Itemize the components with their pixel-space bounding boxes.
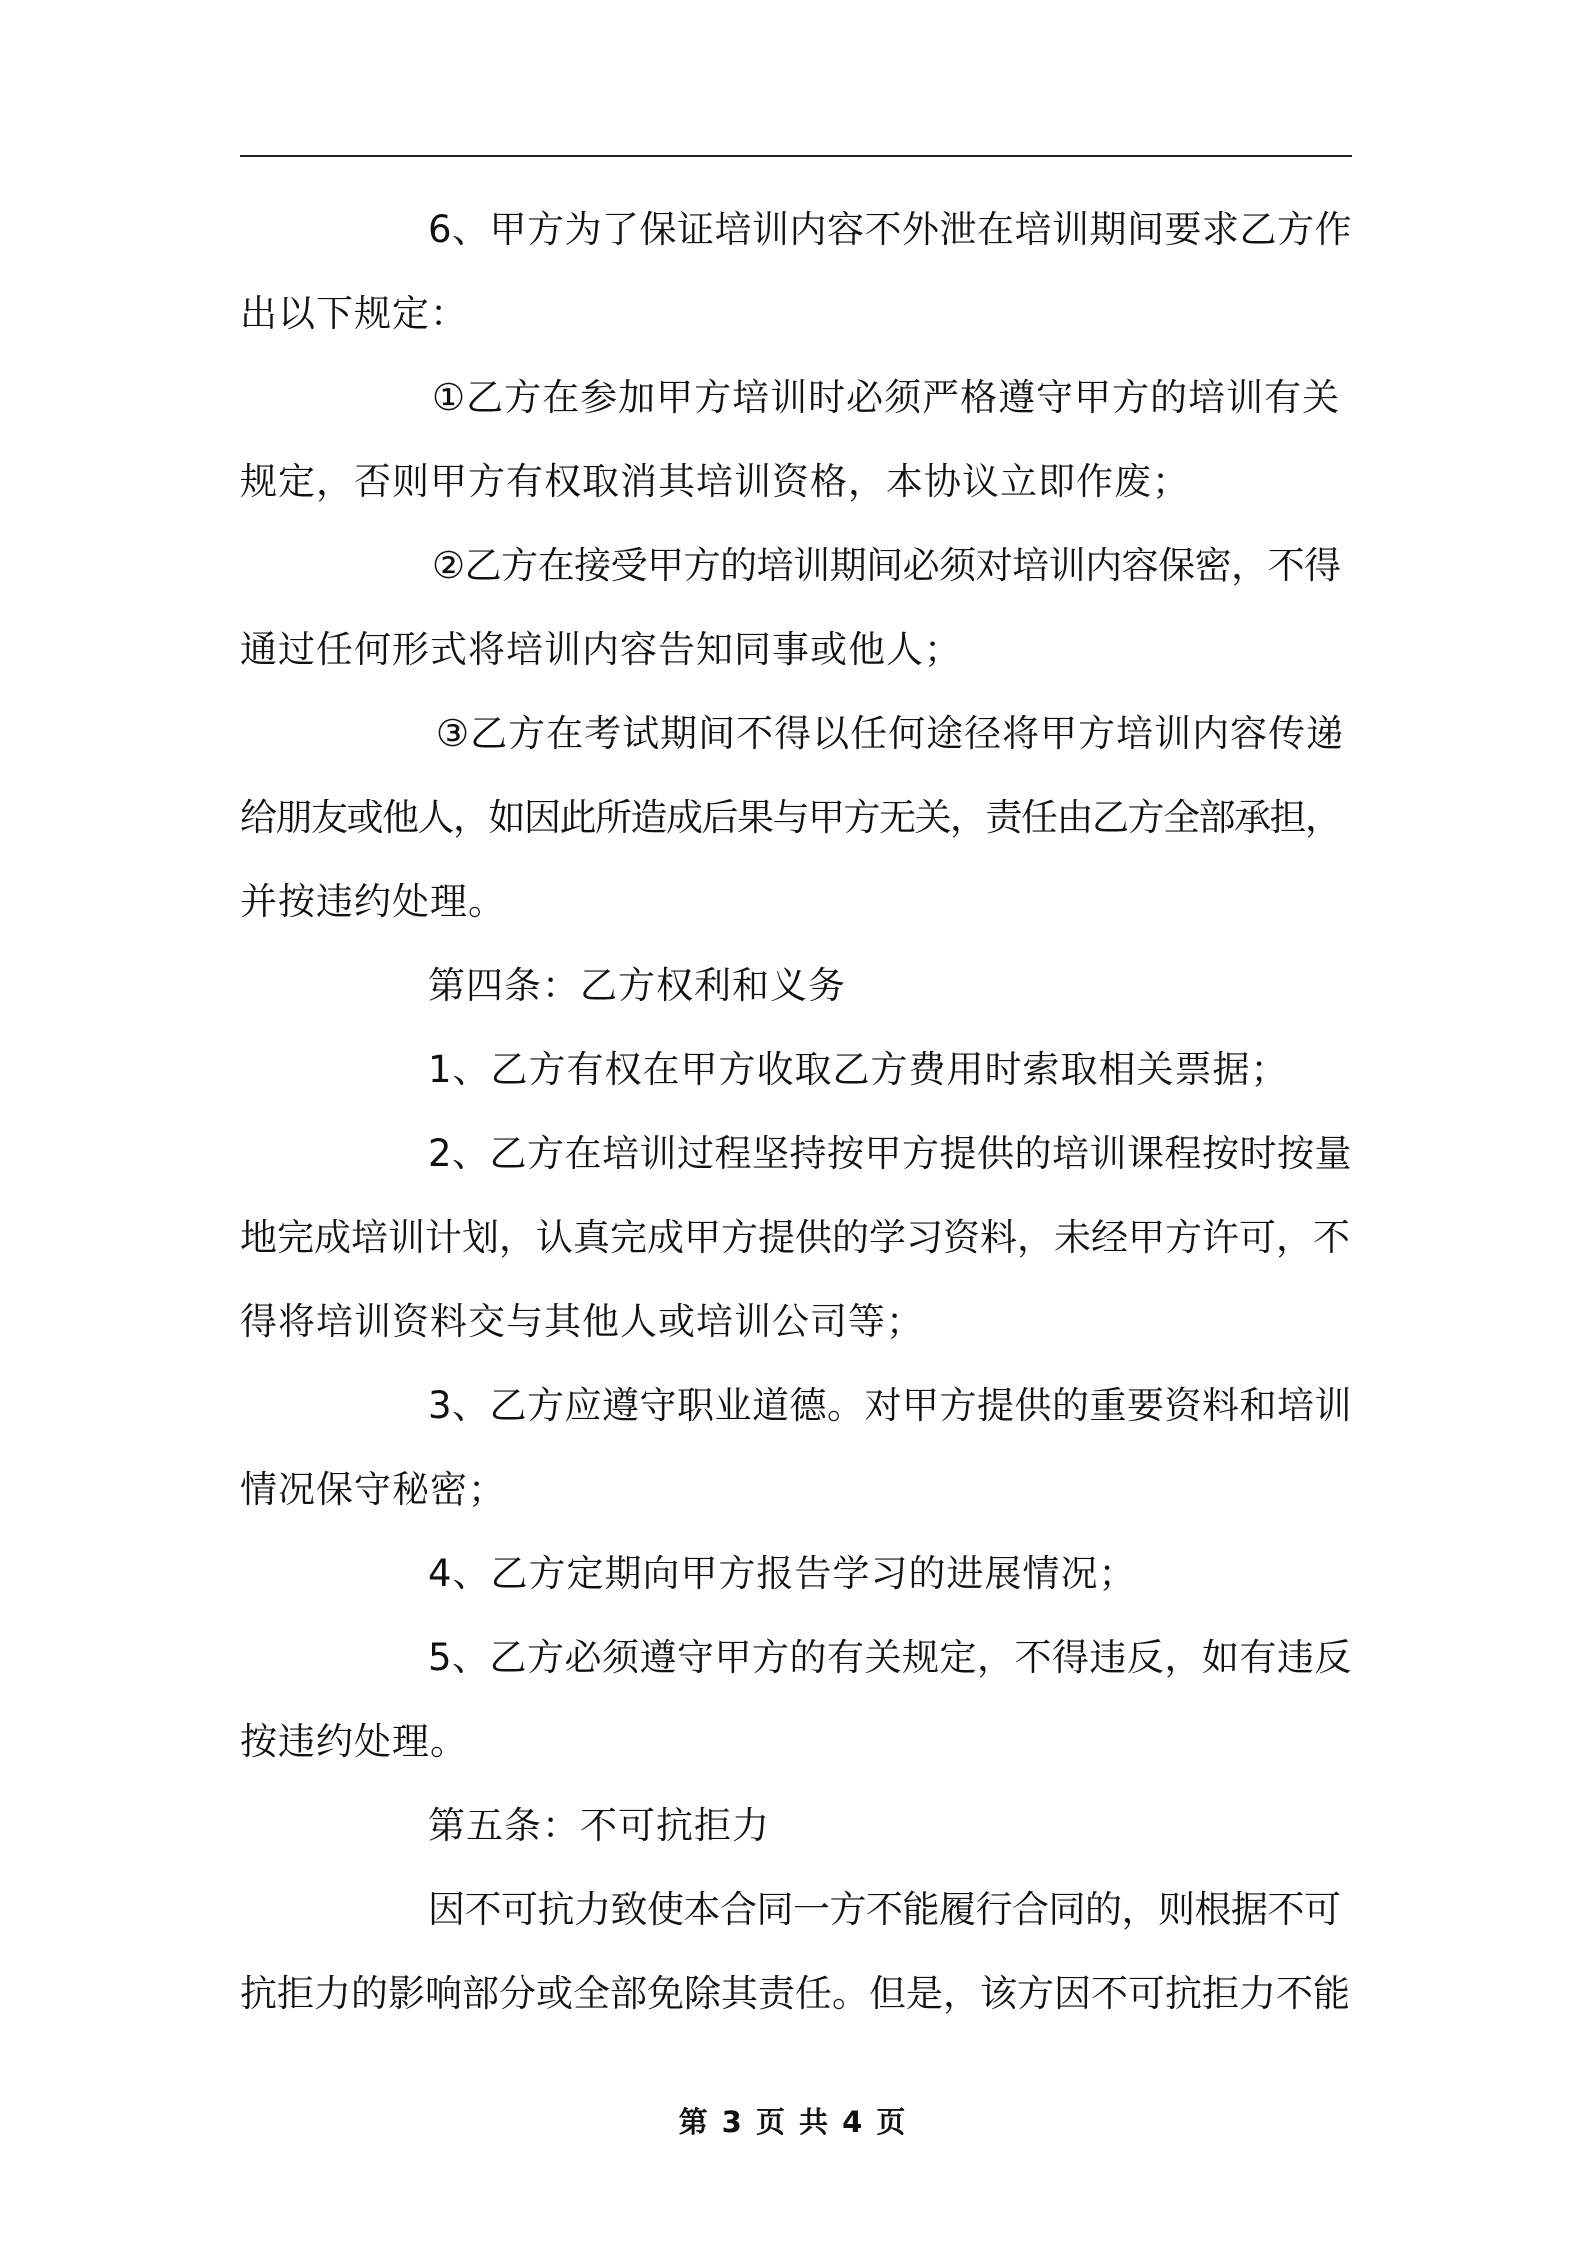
text-line: 地完成培训计划，认真完成甲方提供的学习资料，未经甲方许可，不 bbox=[240, 1216, 1350, 1259]
text-line: ①乙方在参加甲方培训时必须严格遵守甲方的培训有关 bbox=[432, 376, 1341, 419]
text-line: 并按违约处理。 bbox=[240, 880, 506, 923]
section-heading: 第五条：不可抗拒力 bbox=[428, 1804, 770, 1847]
section-heading: 第四条：乙方权利和义务 bbox=[428, 964, 846, 1007]
text-line: 通过任何形式将培训内容告知同事或他人； bbox=[240, 628, 962, 671]
header-rule bbox=[240, 155, 1352, 157]
text-line: 出以下规定： bbox=[240, 292, 468, 335]
text-line: 1、乙方有权在甲方收取乙方费用时索取相关票据； bbox=[428, 1048, 1289, 1091]
text-line: ②乙方在接受甲方的培训期间必须对培训内容保密，不得 bbox=[432, 544, 1341, 587]
text-line: 按违约处理。 bbox=[240, 1720, 468, 1763]
text-line: 情况保守秘密； bbox=[240, 1468, 506, 1511]
text-line: 6、甲方为了保证培训内容不外泄在培训期间要求乙方作 bbox=[428, 208, 1353, 251]
text-line: 得将培训资料交与其他人或培训公司等； bbox=[240, 1300, 924, 1343]
text-line: 5、乙方必须遵守甲方的有关规定，不得违反，如有违反 bbox=[428, 1636, 1353, 1679]
text-line: 2、乙方在培训过程坚持按甲方提供的培训课程按时按量 bbox=[428, 1132, 1353, 1175]
text-line: 给朋友或他人，如因此所造成后果与甲方无关，责任由乙方全部承担， bbox=[240, 796, 1341, 839]
text-line: 抗拒力的影响部分或全部免除其责任。但是，该方因不可抗拒力不能 bbox=[240, 1972, 1350, 2015]
text-line: 因不可抗力致使本合同一方不能履行合同的，则根据不可 bbox=[428, 1888, 1341, 1931]
text-line: 规定，否则甲方有权取消其培训资格，本协议立即作废； bbox=[240, 460, 1190, 503]
text-line: 3、乙方应遵守职业道德。对甲方提供的重要资料和培训 bbox=[428, 1384, 1353, 1427]
text-line: 4、乙方定期向甲方报告学习的进展情况； bbox=[428, 1552, 1137, 1595]
page-footer: 第 3 页 共 4 页 bbox=[678, 2105, 908, 2139]
text-line: ③乙方在考试期间不得以任何途径将甲方培训内容传递 bbox=[436, 712, 1345, 755]
